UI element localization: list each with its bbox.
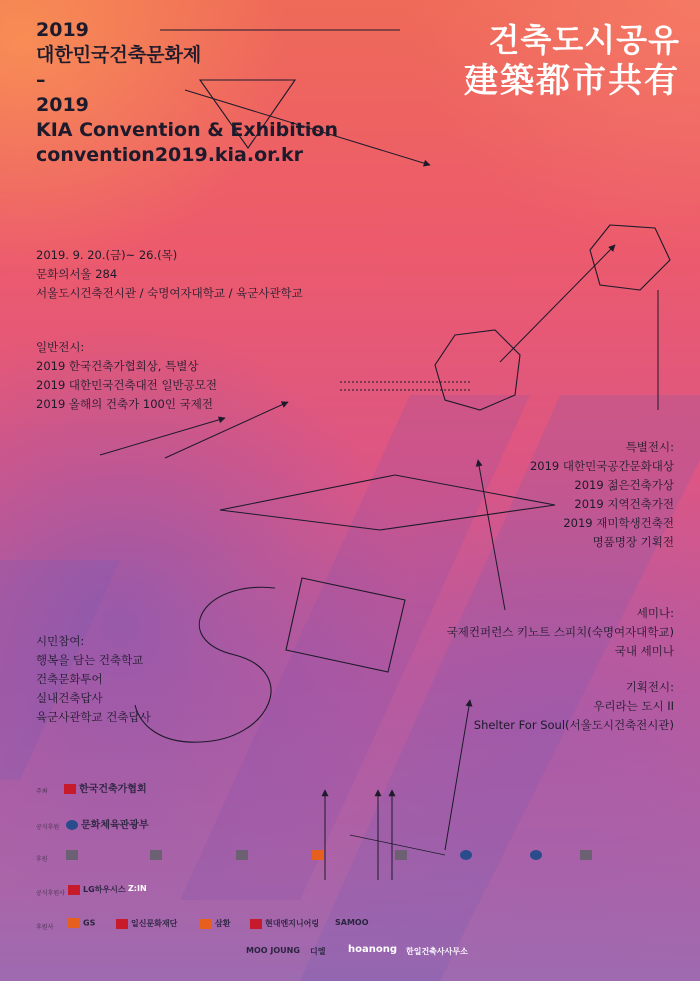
list-item: 국내 세미나 [614,644,674,658]
sponsor-logo [66,850,81,860]
list-item: 2019 지역건축가전 [574,497,674,511]
sponsor-logo [150,850,165,860]
title-block [464,20,680,102]
header-block [36,18,338,168]
sponsor-logo [530,850,545,860]
sponsor-logo-lg: LG하우시스 [68,884,126,895]
list-item: 2019 한국건축가협회상, 특별상 [36,359,199,373]
sponsor-logo-hyundai: 현대엔지니어링 [250,918,319,929]
list-item: 행복을 담는 건축학교 [36,653,144,667]
sponsor-logo [312,850,327,860]
list-item: 2019 대한민국공간문화대상 [529,459,674,473]
sponsor-role-official: 공식후원 [36,824,60,831]
sponsor-role-sponsors: 후원사 [36,924,54,931]
citizen-participation [36,632,151,727]
sponsor-logo-samoo: SAMOO [335,918,369,927]
list-item: 명품명장 기획전 [592,535,674,549]
sponsor-logo-ministry: 문화체육관광부 [66,816,149,831]
general-exhibition [36,338,217,414]
list-item: 2019 올해의 건축가 100인 국제전 [36,397,213,411]
list-item: 우리라는 도시 II [593,699,674,713]
sponsor-logo [460,850,475,860]
sponsor-logo [580,850,595,860]
list-item: Shelter For Soul(서울도시건축전시관) [473,718,674,732]
list-item: 국제컨퍼런스 키노트 스피치(숙명여자대학교) [446,625,674,639]
header-separator: – [36,69,46,91]
sponsor-logo-kia: 한국건축가협회 [64,780,147,795]
sponsor-role-host: 주최 [36,788,48,795]
list-item: 건축문화투어 [36,672,103,686]
title-hanja: 建築都市共有 [464,61,680,101]
citizen-heading: 시민참여: [36,634,85,648]
special-exhibition [530,438,674,552]
sponsor-logo-hoanong: hoanong [348,944,398,955]
info-block [36,246,303,303]
header-year-2: 2019 [36,94,89,116]
festival-name: 대한민국건축문화제 [36,44,202,66]
sponsor-role-partner: 공식후원사 [36,890,65,897]
sponsor-logo-ilshin: 일신문화재단 [116,918,177,929]
event-address: 문화의서울 284 [36,267,118,281]
event-name-en: KIA Convention & Exhibition [36,119,338,141]
sponsor-logo-moojoung: MOO JOUNG [246,946,300,955]
seminar [447,604,674,661]
event-venues: 서울도시건축전시관 / 숙명여자대학교 / 육군사관학교 [36,286,303,300]
sponsor-logo [395,850,410,860]
seminar-heading: 세미나: [636,606,674,620]
list-item: 육군사관학교 건축답사 [36,710,151,724]
list-item: 2019 젊은건축가상 [574,478,674,492]
website-link[interactable]: convention2019.kia.or.kr [36,144,304,166]
list-item: 2019 대한민국건축대전 일반공모전 [36,378,217,392]
title-korean: 건축도시공유 [488,21,680,59]
planned-exhibition [474,678,674,735]
list-item: 실내건축답사 [36,691,103,705]
sponsor-logo-gs: GS [68,918,95,928]
general-exhibition-heading: 일반전시: [36,340,85,354]
sponsor-logo-dl: 디엘 [310,947,326,956]
sponsor-logo-hanil: 한일건축사사무소 [406,947,468,956]
list-item: 2019 재미학생건축전 [563,516,674,530]
sponsor-logo [236,850,251,860]
sponsor-logo-samhwan: 삼환 [200,918,230,929]
header-year: 2019 [36,19,89,41]
planned-heading: 기획전시: [625,680,674,694]
special-exhibition-heading: 특별전시: [625,440,674,454]
event-dates: 2019. 9. 20.(금)~ 26.(목) [36,248,178,262]
sponsor-role-support: 후원 [36,856,48,863]
sponsor-logo-zin: Z:IN [128,884,147,893]
